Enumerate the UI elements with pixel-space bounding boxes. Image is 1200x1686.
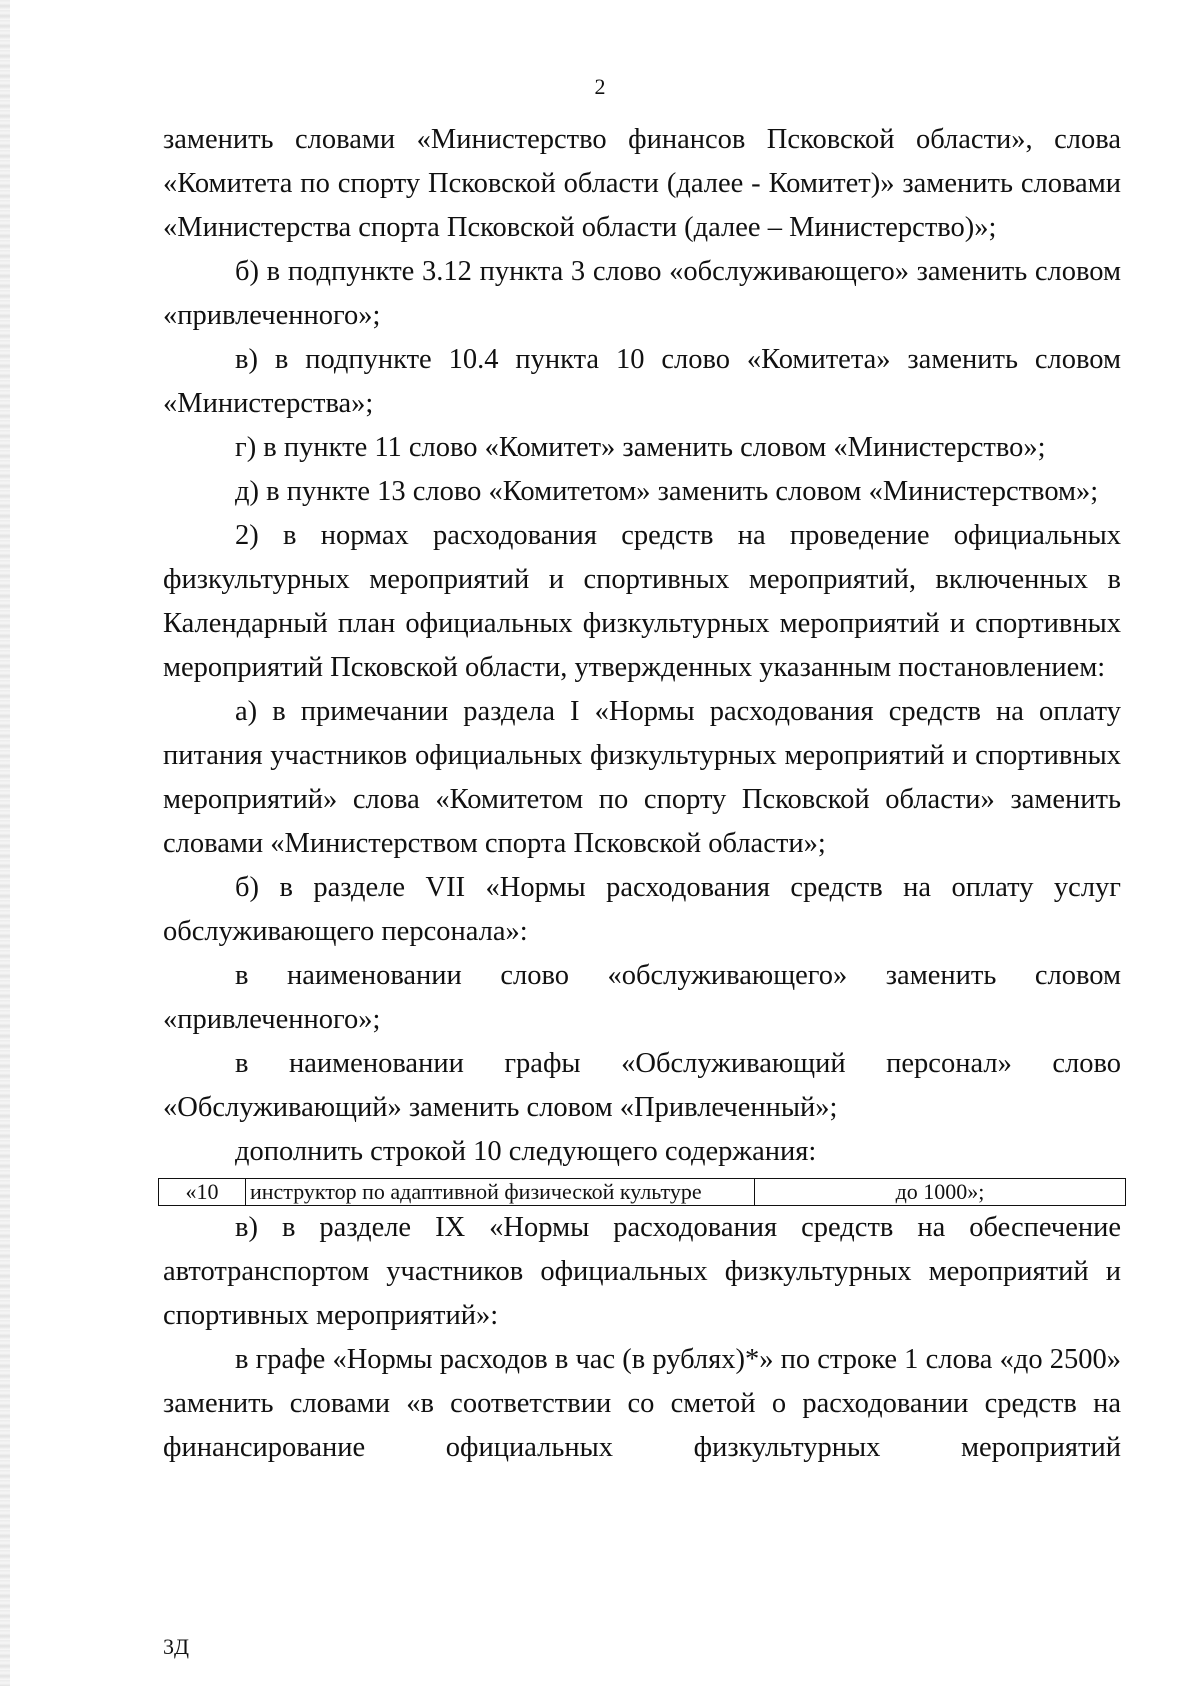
paragraph-column-naming: в наименовании графы «Обслуживающий персонал» слово «Обслуживающий» заменить словом «Привлеченный»; [163,1048,1121,1123]
paragraph-column-norms-per-hour: в графе «Нормы расходов в час (в рублях)*» по строке 1 слова «до 2500» заменить словами «в соответствии со сметой о расходовании средств на финансирование официальных физкультурных мероприятий [163,1344,1121,1463]
table-cell-value: до 1000»; [755,1179,1126,1206]
footer-code: 3Д [163,1634,190,1659]
table-row [159,1179,1126,1206]
scan-edge-decoration [0,0,10,1686]
paragraph-item-2-norms: 2) в нормах расходования средств на проведение официальных физкультурных мероприятий и спортивных мероприятий, включенных в Календарный план официальных физкультурных мероприятий и спортивных мероприятий Псковской области, утвержденных указанным постановлением: [163,520,1121,683]
page-number: 2 [594,74,606,99]
paragraph-item-v-section-9: в) в разделе IX «Нормы расходования средств на обеспечение автотранспортом участников официальных физкультурных мероприятий и спортивных мероприятий»: [163,1212,1121,1331]
paragraph-item-g-11: г) в пункте 11 слово «Комитет» заменить словом «Министерство»; [235,432,1046,463]
insert-table-wrapper [158,1178,1126,1206]
table-cell-number: «10 [159,1179,246,1206]
paragraph-item-b-3-12: б) в подпункте 3.12 пункта 3 слово «обслуживающего» заменить словом «привлеченного»; [163,256,1121,331]
paragraph-item-v-10-4: в) в подпункте 10.4 пункта 10 слово «Комитета» заменить словом «Министерства»; [163,344,1121,419]
paragraph-item-d-13: д) в пункте 13 слово «Комитетом» заменить словом «Министерством»; [235,476,1099,507]
table-cell-name: инструктор по адаптивной физической культуре [246,1179,755,1206]
paragraph-add-row-10: дополнить строкой 10 следующего содержания: [235,1136,817,1167]
paragraph-continuation: заменить словами «Министерство финансов Псковской области», слова «Комитета по спорту Псковской области (далее - Комитет)» заменить словами «Министерства спорта Псковской области (далее – Министерство)»; [163,124,1121,243]
paragraph-naming-word: в наименовании слово «обслуживающего» заменить словом «привлеченного»; [163,960,1121,1035]
paragraph-item-a-section-1: а) в примечании раздела I «Нормы расходования средств на оплату питания участников официальных физкультурных мероприятий и спортивных мероприятий» слова «Комитетом по спорту Псковской области» заменить словами «Министерством спорта Псковской области»; [163,696,1121,859]
document-body [163,118,1121,1470]
paragraph-item-b-section-7: б) в разделе VII «Нормы расходования средств на оплату услуг обслуживающего персонала»: [163,872,1121,947]
insert-table [158,1178,1126,1206]
